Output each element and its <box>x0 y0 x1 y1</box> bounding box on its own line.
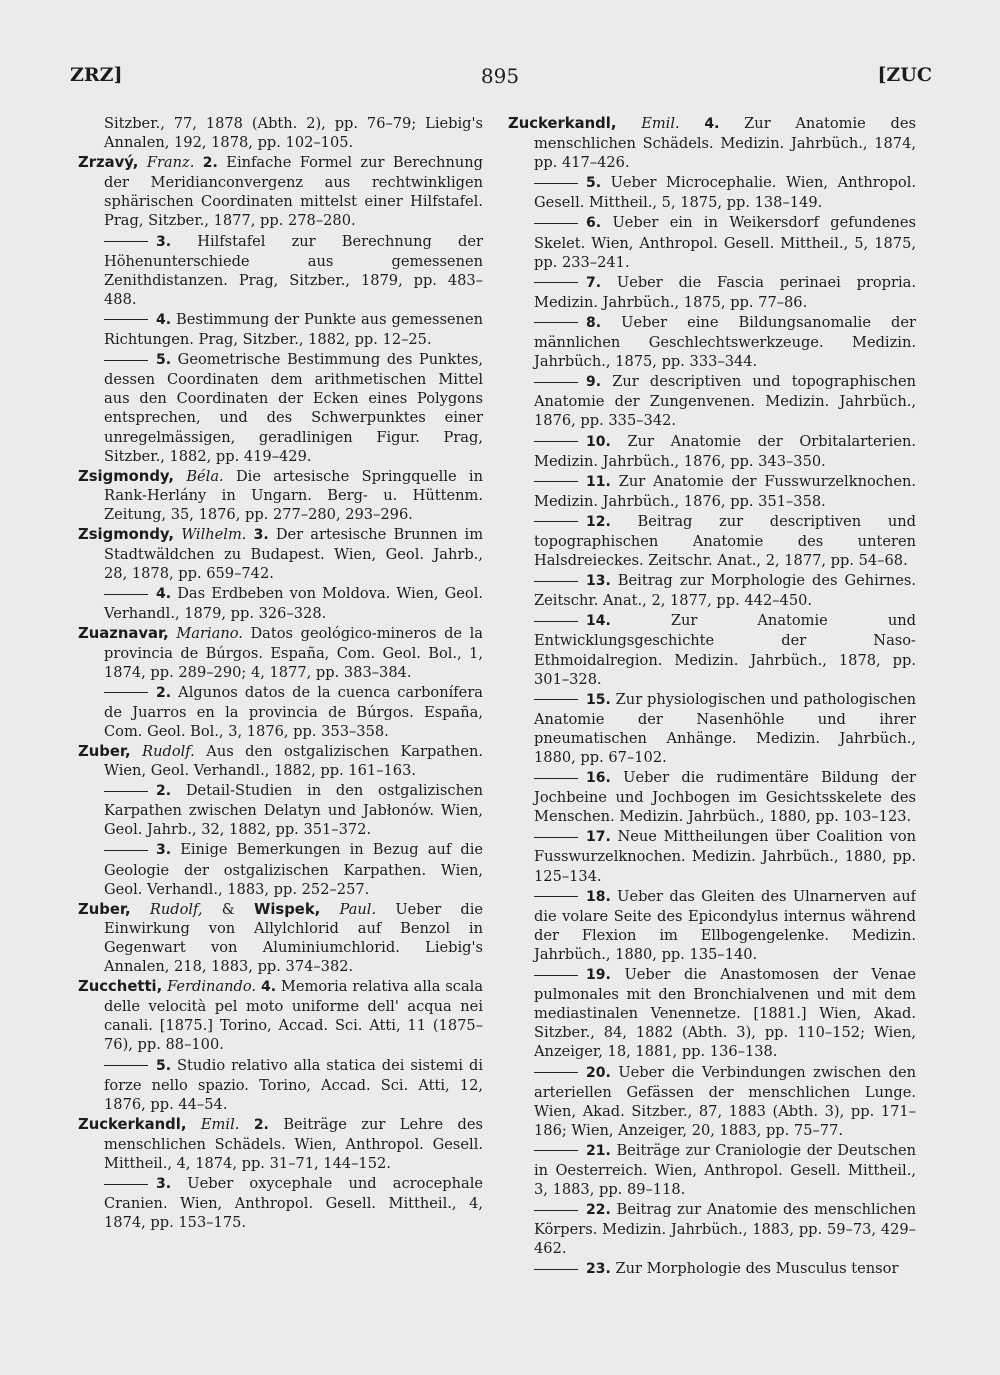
bibliography-sub-entry <box>508 1200 916 1258</box>
author-firstname: Wilhelm. <box>181 525 247 543</box>
entry-number: 3. <box>156 1176 172 1193</box>
ditto-dash <box>534 896 578 897</box>
ditto-dash <box>534 481 578 482</box>
bibliography-entry <box>78 467 483 524</box>
entry-number: 15. <box>586 691 611 708</box>
entry-text: Die artesische Springquelle in Rank-Herlány in Ungarn. Berg- u. Hüttenm. Zeitung, 35, 1876, pp. 277–280, 293–296. <box>104 467 483 523</box>
author-surname: Zuber, <box>78 743 131 760</box>
entry-text: Beitrag zur Morphologie des Gehirnes. Zeitschr. Anat., 2, 1877, pp. 442–450. <box>534 572 916 610</box>
bibliography-entry <box>78 525 483 583</box>
entry-text: Der artesische Brunnen im Stadtwäldchen zu Budapest. Wien, Geol. Jahrb., 28, 1878, pp. 659–742. <box>104 525 483 583</box>
entry-continuation <box>78 114 483 152</box>
author-firstname: Paul. <box>339 900 377 918</box>
entry-text: Hilfstafel zur Berechnung der Höhenunterschiede aus gemessenen Zenithdistanzen. Prag, Sitzber., 1879, pp. 483–488. <box>104 232 483 308</box>
entry-number: 11. <box>586 473 611 490</box>
bibliography-entry <box>78 900 483 976</box>
entry-number: 14. <box>586 613 611 630</box>
entry-number: 3. <box>156 842 172 859</box>
ditto-dash <box>104 1184 148 1185</box>
ditto-dash <box>104 692 148 693</box>
entry-text: Datos geológico-mineros de la provincia de Búrgos. España, Com. Geol. Bol., 1, 1874, pp. 289–290; 4, 1877, pp. 383–384. <box>104 625 483 681</box>
entry-number: 13. <box>586 573 611 590</box>
entry-text: Ueber die Fascia perinaei propria. Medizin. Jahrbüch., 1875, pp. 77–86. <box>534 273 916 311</box>
ditto-dash <box>534 699 578 700</box>
ditto-dash <box>104 319 148 320</box>
entry-text: Sitzber., 77, 1878 (Abth. 2), pp. 76–79; Liebig's Annalen, 192, 1878, pp. 102–105. <box>104 115 483 152</box>
ditto-dash <box>104 791 148 792</box>
entry-number: 19. <box>586 967 611 984</box>
entry-text: Bestimmung der Punkte aus gemessenen Richtungen. Prag, Sitzber., 1882, pp. 12–25. <box>104 310 483 349</box>
author-firstname: Rudolf. <box>142 743 195 760</box>
ditto-dash <box>104 850 148 851</box>
author-firstname: Franz. <box>146 154 195 172</box>
entry-number: 9. <box>586 374 602 391</box>
entry-number: 4. <box>704 116 720 132</box>
entry-text: Das Erdbeben von Moldova. Wien, Geol. Verhandl., 1879, pp. 326–328. <box>104 585 483 623</box>
ditto-dash <box>104 594 148 595</box>
entry-text: Algunos datos de la cuenca carbonífera de Juarros en la provincia de Búrgos. España, Com. Geol. Bol., 3, 1876, pp. 353–358. <box>104 683 483 740</box>
entry-text: Ueber die Einwirkung von Allylchlorid auf Benzol in Gegenwart von Aluminiumchlorid. Liebig's Annalen, 218, 1883, pp. 374–382. <box>104 900 483 976</box>
entry-text: Einige Bemerkungen in Bezug auf die Geologie der ostgalizischen Karpathen. Wien, Geol. Verhandl., 1883, pp. 252–257. <box>104 841 483 898</box>
author-firstname: Ferdinando. <box>167 978 257 996</box>
ditto-dash <box>534 1210 578 1211</box>
author-surname: Zuaznavar, <box>78 625 169 643</box>
bibliography-sub-entry <box>78 350 483 466</box>
entry-number: 21. <box>586 1142 611 1159</box>
entry-text: Beiträge zur Lehre des menschlichen Schädels. Wien, Anthropol. Gesell. Mittheil., 4, 1874, pp. 31–71, 144–152. <box>104 1115 483 1172</box>
entry-text: Ueber das Gleiten des Ulnarnerven auf die volare Seite des Epicondylus internus während der Flexion im Ellbogengelenke. Medizin. Jahrbüch., 1880, pp. 135–140. <box>534 887 916 963</box>
ditto-dash <box>104 241 148 242</box>
entry-text: Neue Mittheilungen über Coalition von Fusswurzelknochen. Medizin. Jahrbüch., 1880, pp. 125–134. <box>534 828 916 885</box>
bibliography-sub-entry <box>508 690 916 767</box>
entry-text: Ueber eine Bildungsanomalie der männlichen Geschlechtswerkzeuge. Medizin. Jahrbüch., 1875, pp. 333–344. <box>534 313 916 371</box>
entry-number: 12. <box>586 513 611 530</box>
entry-number: 7. <box>586 274 602 291</box>
author-firstname: Emil. <box>641 115 680 132</box>
bibliography-sub-entry <box>78 310 483 349</box>
ditto-dash <box>534 581 578 582</box>
entry-text: Ueber Microcephalie. Wien, Anthropol. Gesell. Mittheil., 5, 1875, pp. 138–149. <box>534 174 916 212</box>
bibliography-sub-entry <box>508 768 916 826</box>
author-surname: Zuckerkandl, <box>508 115 617 132</box>
entry-text: Zur Anatomie des menschlichen Schädels. Medizin. Jahrbüch., 1874, pp. 417–426. <box>534 115 916 172</box>
bibliography-sub-entry <box>78 1056 483 1114</box>
bibliography-sub-entry <box>78 584 483 623</box>
ditto-dash <box>104 1065 148 1066</box>
bibliography-entry <box>508 114 916 172</box>
bibliography-sub-entry <box>78 232 483 309</box>
ditto-dash <box>534 837 578 838</box>
entry-number: 16. <box>586 770 611 787</box>
author-surname: Zsigmondy, <box>78 525 175 543</box>
bibliography-sub-entry <box>508 965 916 1061</box>
entry-text: Zur Anatomie der Fusswurzelknochen. Medizin. Jahrbüch., 1876, pp. 351–358. <box>534 472 916 510</box>
entry-text: Ueber die Verbindungen zwischen den arteriellen Gefässen der menschlichen Lunge. Wien, Akad. Sitzber., 87, 1883 (Abth. 3), pp. 171–186; Wien, Anzeiger, 20, 1883, pp. 75–77. <box>534 1063 916 1139</box>
entry-text: Zur Anatomie und Entwicklungsgeschichte der Naso-Ethmoidalregion. Medizin. Jahrbüch., 1878, pp. 301–328. <box>534 612 916 688</box>
entry-number: 23. <box>586 1261 611 1278</box>
ditto-dash <box>534 1269 578 1270</box>
entry-number: 5. <box>156 352 172 369</box>
author-surname: Zucchetti, <box>78 978 163 996</box>
ditto-dash <box>534 778 578 779</box>
bibliography-sub-entry <box>508 512 916 570</box>
entry-text: Zur physiologischen und pathologischen Anatomie der Nasenhöhle und ihrer pneumatischen Anhänge. Medizin. Jahrbüch., 1880, pp. 67–102. <box>534 690 916 766</box>
ditto-dash <box>534 382 578 383</box>
author-firstname: Rudolf, <box>149 900 203 918</box>
entry-text: Zur Morphologie des Musculus tensor <box>615 1260 899 1278</box>
ditto-dash <box>534 322 578 323</box>
bibliography-sub-entry <box>508 313 916 371</box>
bibliography-entry <box>78 742 483 780</box>
bibliography-sub-entry <box>508 887 916 964</box>
ditto-dash <box>534 223 578 224</box>
entry-number: 4. <box>260 979 277 996</box>
bibliography-sub-entry <box>508 213 916 271</box>
entry-text: Ueber die rudimentäre Bildung der Jochbeine und Jochbogen im Gesichtsskelete des Menschen. Medizin. Jahrbüch., 1880, pp. 103–123. <box>534 769 916 826</box>
author-surname: Zrzavý, <box>78 154 139 172</box>
bibliography-sub-entry <box>508 611 916 688</box>
bibliography-sub-entry <box>78 840 483 898</box>
entry-number: 5. <box>156 1057 172 1074</box>
author-surname: Zuckerkandl, <box>78 1115 187 1133</box>
entry-number: 4. <box>156 586 172 603</box>
bibliography-sub-entry <box>78 1174 483 1232</box>
ditto-dash <box>534 183 578 184</box>
right-column <box>508 114 916 1354</box>
entry-number: 22. <box>586 1202 611 1219</box>
ditto-dash <box>104 360 148 361</box>
entry-number: 3. <box>253 526 269 543</box>
author-surname: Wispek, <box>254 900 321 918</box>
entry-number: 2. <box>156 684 172 701</box>
bibliography-sub-entry <box>508 1141 916 1199</box>
author-firstname: Béla. <box>186 467 224 485</box>
header-right-range: [ZUC <box>877 64 932 86</box>
ditto-dash <box>534 441 578 442</box>
bibliography-sub-entry <box>508 827 916 885</box>
entry-text: Ueber oxycephale und acrocephale Cranien. Wien, Anthropol. Gesell. Mittheil., 4, 1874, pp. 153–175. <box>104 1175 483 1232</box>
bibliography-sub-entry <box>508 173 916 212</box>
bibliography-entry <box>78 153 483 230</box>
bibliography-sub-entry <box>78 781 483 839</box>
entry-number: 2. <box>202 155 218 172</box>
ditto-dash <box>534 521 578 522</box>
ditto-dash <box>534 282 578 283</box>
entry-number: 17. <box>586 829 611 846</box>
ditto-dash <box>534 975 578 976</box>
author-surname: Zuber, <box>78 900 131 918</box>
bibliography-sub-entry <box>508 273 916 312</box>
entry-text: Beitrag zur descriptiven und topographischen Anatomie des unteren Halsdreieckes. Zeitschr. Anat., 2, 1877, pp. 54–68. <box>534 512 916 570</box>
entry-number: 8. <box>586 314 602 331</box>
entry-text: Zur descriptiven und topographischen Anatomie der Zungenvenen. Medizin. Jahrbüch., 1876, pp. 335–342. <box>534 373 916 430</box>
entry-text: Beiträge zur Craniologie der Deutschen in Oesterreich. Wien, Anthropol. Gesell. Mittheil., 3, 1883, pp. 89–118. <box>534 1141 916 1199</box>
entry-number: 2. <box>156 783 172 800</box>
bibliography-sub-entry <box>508 372 916 430</box>
bibliography-sub-entry <box>508 472 916 511</box>
entry-number: 18. <box>586 888 611 905</box>
page-number: 895 <box>480 64 520 88</box>
author-firstname: Mariano. <box>176 625 243 643</box>
entry-number: 10. <box>586 433 611 450</box>
ditto-dash <box>534 1072 578 1073</box>
entry-number: 3. <box>156 233 172 250</box>
entry-text: Memoria relativa alla scala delle velocità pel moto uniforme dell' acqua nei canali. [1875.] Torino, Accad. Sci. Atti, 11 (1875–76), pp. 88–100. <box>104 978 483 1054</box>
bibliography-sub-entry <box>78 683 483 741</box>
author-ampersand: & <box>221 900 235 918</box>
bibliography-entry <box>78 624 483 681</box>
header-left-range: ZRZ] <box>70 64 123 86</box>
entry-text: Zur Anatomie der Orbitalarterien. Medizin. Jahrbüch., 1876, pp. 343–350. <box>534 432 916 470</box>
bibliography-entry <box>78 1115 483 1173</box>
entry-number: 5. <box>586 175 602 192</box>
ditto-dash <box>534 1150 578 1151</box>
entry-text: Aus den ostgalizischen Karpathen. Wien, Geol. Verhandl., 1882, pp. 161–163. <box>104 743 483 780</box>
entry-text: Ueber die Anastomosen der Venae pulmonales mit den Bronchialvenen und mit dem mediastinalen Venennetze. [1881.] Wien, Akad. Sitzber., 84, 1882 (Abth. 3), pp. 110–152; Wien, Anzeiger, 18, 1881, pp. 136–138. <box>534 966 916 1061</box>
entry-text: Detail-Studien in den ostgalizischen Karpathen zwischen Delatyn und Jabłonów. Wien, Geol. Jahrb., 32, 1882, pp. 351–372. <box>104 782 483 839</box>
bibliography-sub-entry <box>508 1063 916 1140</box>
bibliography-sub-entry <box>508 1259 916 1279</box>
author-surname: Zsigmondy, <box>78 467 175 485</box>
bibliography-sub-entry <box>508 571 916 610</box>
entry-number: 2. <box>253 1116 269 1133</box>
entry-text: Studio relativo alla statica dei sistemi di forze nello spazio. Torino, Accad. Sci. Atti, 12, 1876, pp. 44–54. <box>104 1056 483 1113</box>
entry-number: 6. <box>586 215 602 232</box>
left-column <box>78 114 483 1354</box>
entry-text: Ueber ein in Weikersdorf gefundenes Skelet. Wien, Anthropol. Gesell. Mittheil., 5, 1875, pp. 233–241. <box>534 214 916 271</box>
entry-text: Beitrag zur Anatomie des menschlichen Körpers. Medizin. Jahrbüch., 1883, pp. 59–73, 429–462. <box>534 1201 916 1258</box>
ditto-dash <box>534 621 578 622</box>
entry-text: Geometrische Bestimmung des Punktes, dessen Coordinaten dem arithmetischen Mittel aus den Coordinaten der Ecken eines Polygons entsprechen, und des Schwerpunktes einer unregelmässigen, geradlinigen Figur. Prag, Sitzber., 1882, pp. 419–429. <box>104 351 483 465</box>
entry-number: 4. <box>156 311 172 328</box>
entry-text: Einfache Formel zur Berechnung der Meridianconvergenz aus rechtwinkligen sphärischen Coordinaten mittelst einer Hilfstafel. Prag, Sitzber., 1877, pp. 278–280. <box>104 154 483 230</box>
bibliography-sub-entry <box>508 432 916 471</box>
author-firstname: Emil. <box>200 1115 240 1133</box>
bibliography-entry <box>78 977 483 1054</box>
entry-number: 20. <box>586 1064 611 1081</box>
